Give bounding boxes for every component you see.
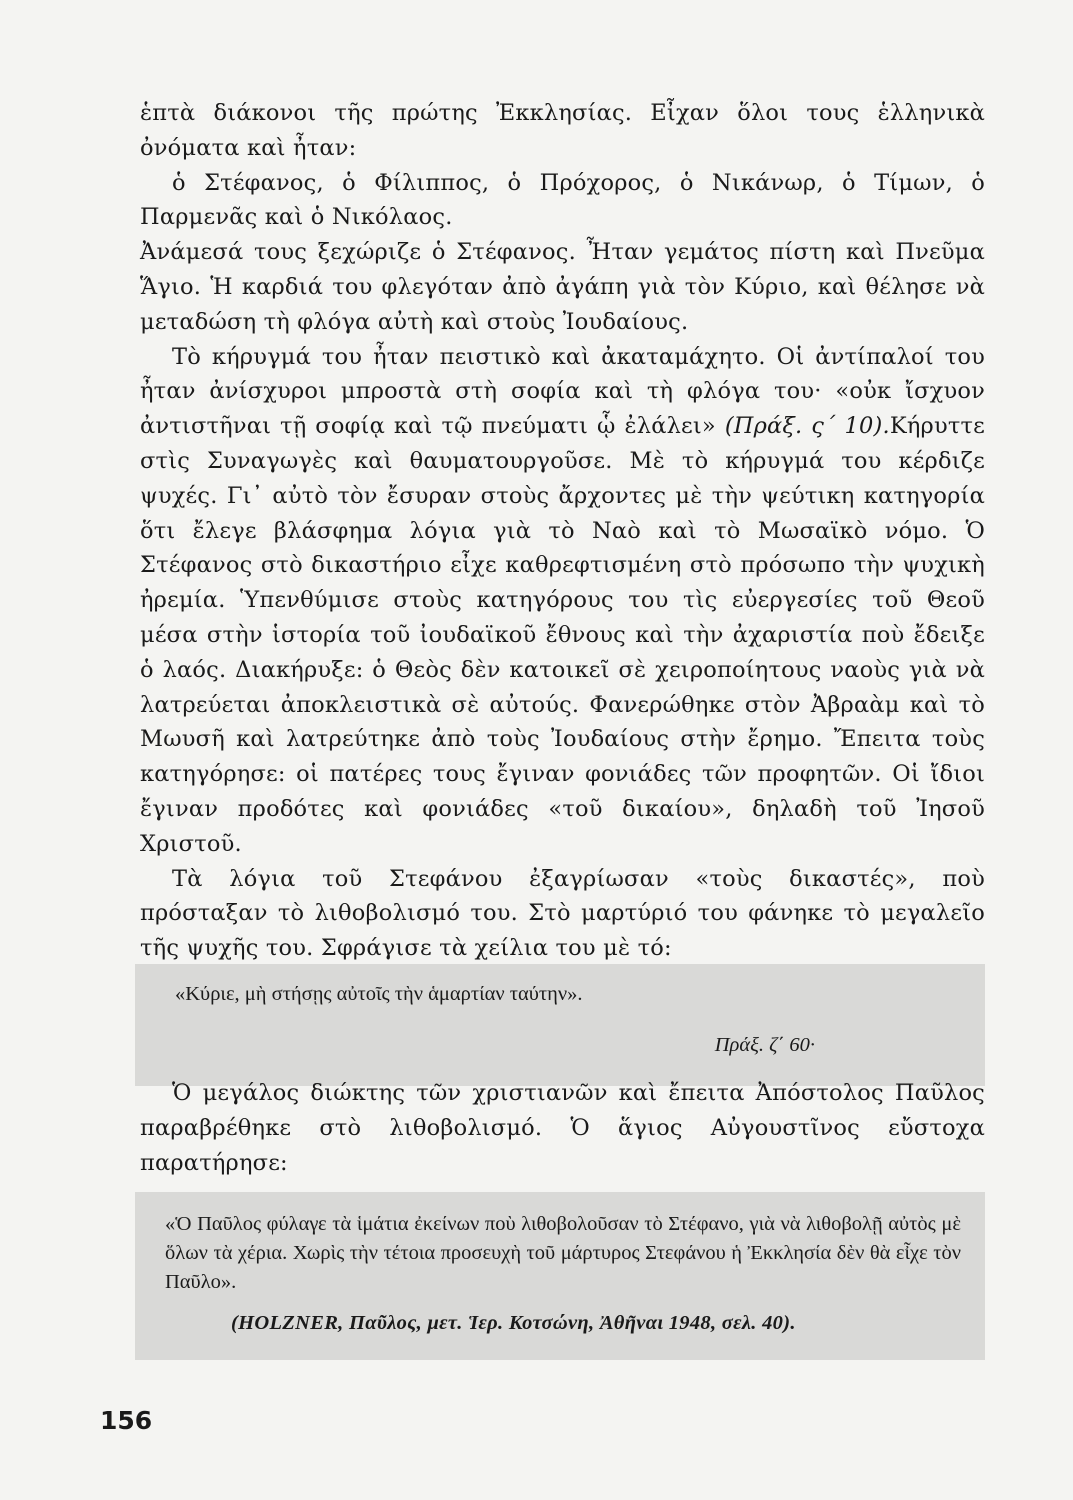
paragraph-deacon-names: ὁ Στέφανος, ὁ Φίλιππος, ὁ Πρόχορος, ὁ Νικάνωρ, ὁ Τίμων, ὁ Παρμενᾶς καὶ ὁ Νικόλαος. xyxy=(140,169,985,231)
citation-acts-6-10: (Πράξ. ς΄ 10). xyxy=(724,413,890,440)
paragraph-preaching: Τὸ κήρυγμά του ἦταν πειστικὸ καὶ ἀκαταμάχητο. Οἱ ἀντίπαλοί του ἦταν ἀνίσχυροι μπροστὰ στὴ σοφία καὶ τὴ φλόγα του· «οὐκ ἴσχυον ἀντιστῆναι τῇ σοφίᾳ καὶ τῷ πνεύματι ᾧ ἐλάλει» xyxy=(140,343,985,440)
paragraph-martyrdom: Τὰ λόγια τοῦ Στεφάνου ἐξαγρίωσαν «τοὺς δικαστές», ποὺ πρόσταξαν τὸ λιθοβολισμό του. Στὸ μαρτύριό του φάνηκε τὸ μεγαλεῖο τῆς ψυχῆς του. Σφράγισε τὰ χείλια του μὲ τό: xyxy=(140,865,985,962)
quote-box-stephen-prayer xyxy=(135,964,985,1086)
quote-reference-acts-7-60: Πράξ. ζ΄ 60· xyxy=(714,1034,815,1056)
paragraph-deacons-intro: ἑπτὰ διάκονοι τῆς πρώτης Ἐκκλησίας. Εἶχαν ὅλοι τους ἑλληνικὰ ὀνόματα καὶ ἦταν: xyxy=(140,100,985,161)
quote-text-stephen-prayer: «Κύριε, μὴ στήσῃς αὐτοῖς τὴν ἁμαρτίαν ταύτην». xyxy=(175,983,583,1005)
page-number: 156 xyxy=(100,1406,153,1435)
quote-text-augustine: «Ὁ Παῦλος φύλαγε τὰ ἱμάτια ἐκείνων ποὺ λιθοβολοῦσαν τὸ Στέφανο, γιὰ νὰ λιθοβολῇ αὐτὸς μὲ ὅλων τὰ χέρια. Χωρὶς τὴν τέτοια προσευχὴ τοῦ μάρτυρος Στεφάνου ἡ Ἐκκλησία δὲν θὰ εἶχε τὸν Παῦλο». xyxy=(165,1213,961,1293)
paragraph-trial: Κήρυττε στὶς Συναγωγὲς καὶ θαυματουργοῦσε. Μὲ τὸ κήρυγμά του κέρδιζε ψυχές. Γι᾿ αὐτὸ τὸν ἔσυραν στοὺς ἄρχοντες μὲ τὴν ψεύτικη κατηγορία ὅτι ἔλεγε βλάσφημα λόγια γιὰ τὸ Ναὸ καὶ τὸ Μωσαϊκὸ νόμο. Ὁ Στέφανος στὸ δικαστήριο εἶχε καθρεφτισμένη στὸ πρόσωπο τὴν ψυχικὴ ἠρεμία. Ὑπενθύμισε στοὺς κατηγόρους του τὶς εὐεργεσίες τοῦ Θεοῦ μέσα στὴν ἱστορία τοῦ ἰουδαϊκοῦ ἔθνους καὶ τὴν ἀχαριστία ποὺ ἔδειξε ὁ λαός. Διακήρυξε: ὁ Θεὸς δὲν κατοικεῖ σὲ χειροποίητους ναοὺς γιὰ νὰ λατρεύεται ἀποκλειστικὰ σὲ αὐτούς. Φανερώθηκε στὸν Ἀβραὰμ καὶ τὸ Μωυσῆ καὶ λατρεύτηκε ἀπὸ τοὺς Ἰουδαίους στὴν ἔρημο. Ἔπειτα τοὺς κατηγόρησε: οἱ πατέρες τους ἔγιναν φονιάδες τῶν προφητῶν. Οἱ ἴδιοι ἔγιναν προδότες καὶ φονιάδες «τοῦ δικαίου», δηλαδὴ τοῦ Ἰησοῦ Χριστοῦ. xyxy=(140,413,985,857)
quote-reference-holzner: (HOLZNER, Παῦλος, μετ. Ἱερ. Κοτσώνη, Ἀθῆναι 1948, σελ. 40). xyxy=(231,1312,796,1334)
paragraph-paul-text: Ὁ μεγάλος διώκτης τῶν χριστιανῶν καὶ ἔπειτα Ἀπόστολος Παῦλος παραβρέθηκε στὸ λιθοβολισμό. Ὁ ἅγιος Αὐγουστῖνος εὔστοχα παρατήρησε: xyxy=(140,1080,985,1176)
quote-box-augustine xyxy=(135,1192,985,1360)
paragraph-paul xyxy=(140,1076,985,1180)
main-text-block xyxy=(140,96,985,966)
paragraph-stephen-intro: Ἀνάμεσά τους ξεχώριζε ὁ Στέφανος. Ἦταν γεμάτος πίστη καὶ Πνεῦμα Ἅγιο. Ἡ καρδιά του φλεγόταν ἀπὸ ἀγάπη γιὰ τὸν Κύριο, καὶ θέλησε νὰ μεταδώση τὴ φλόγα αὐτὴ καὶ στοὺς Ἰουδαίους. xyxy=(140,239,985,335)
